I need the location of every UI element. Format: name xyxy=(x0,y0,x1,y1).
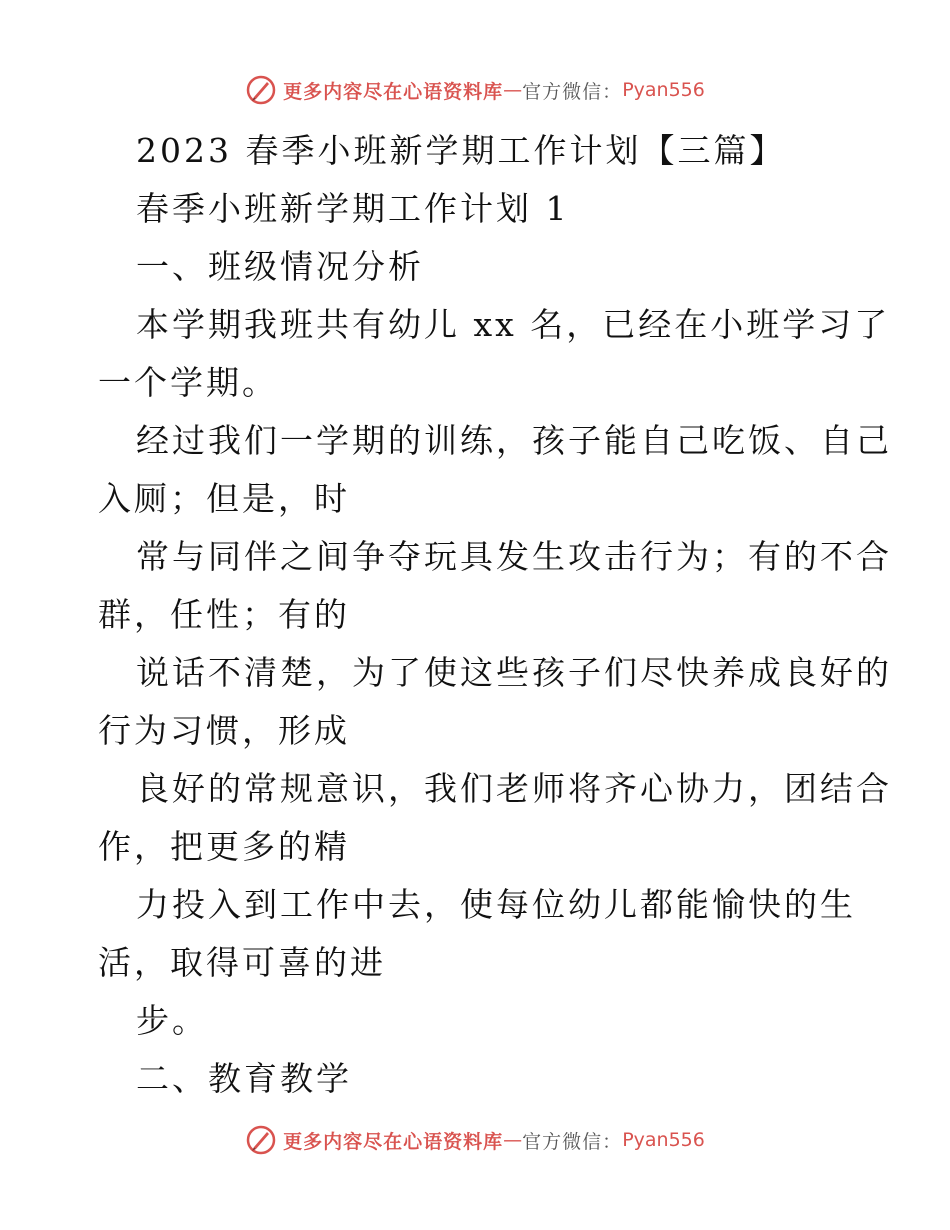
paragraph-line: 活，取得可喜的进 xyxy=(98,943,386,982)
paragraph-line: 说话不清楚，为了使这些孩子们尽快养成良好的 xyxy=(136,653,892,692)
paragraph-line: 经过我们一学期的训练，孩子能自己吃饭、自己 xyxy=(136,421,892,460)
paragraph-line: 力投入到工作中去，使每位幼儿都能愉快的生 xyxy=(136,885,856,924)
subsection-heading: 一、班级情况分析 xyxy=(136,247,424,286)
watermark-dash: — xyxy=(503,79,523,101)
paragraph-line: 作，把更多的精 xyxy=(98,827,350,866)
watermark-sub-text: 官方微信： xyxy=(522,80,623,103)
feather-pen-logo-icon xyxy=(245,1124,277,1156)
feather-pen-logo-icon xyxy=(245,74,277,106)
paragraph-line: 一个学期。 xyxy=(98,363,278,402)
document-title: 2023 春季小班新学期工作计划【三篇】 xyxy=(136,131,786,170)
watermark-wechat-id: Pyan556 xyxy=(622,1129,705,1151)
paragraph-line: 良好的常规意识，我们老师将齐心协力，团结合 xyxy=(136,769,892,808)
watermark-main-text: 更多内容尽在心语资料库 xyxy=(283,1130,504,1153)
watermark-main-text: 更多内容尽在心语资料库 xyxy=(283,80,504,103)
header-watermark xyxy=(0,70,950,110)
watermark-sub-text: 官方微信： xyxy=(522,1130,623,1153)
section-heading: 春季小班新学期工作计划 1 xyxy=(136,189,570,228)
paragraph-line: 步。 xyxy=(136,1001,208,1040)
document-body xyxy=(98,122,892,1108)
watermark-dash: — xyxy=(503,1129,523,1151)
paragraph-line: 群，任性；有的 xyxy=(98,595,350,634)
paragraph-line: 本学期我班共有幼儿 xx 名，已经在小班学习了 xyxy=(136,305,891,344)
paragraph-line: 常与同伴之间争夺玩具发生攻击行为；有的不合 xyxy=(136,537,892,576)
paragraph-line: 行为习惯，形成 xyxy=(98,711,350,750)
subsection-heading: 二、教育教学 xyxy=(136,1059,352,1098)
watermark-wechat-id: Pyan556 xyxy=(622,79,705,101)
paragraph-line: 入厕；但是，时 xyxy=(98,479,350,518)
footer-watermark xyxy=(0,1120,950,1160)
